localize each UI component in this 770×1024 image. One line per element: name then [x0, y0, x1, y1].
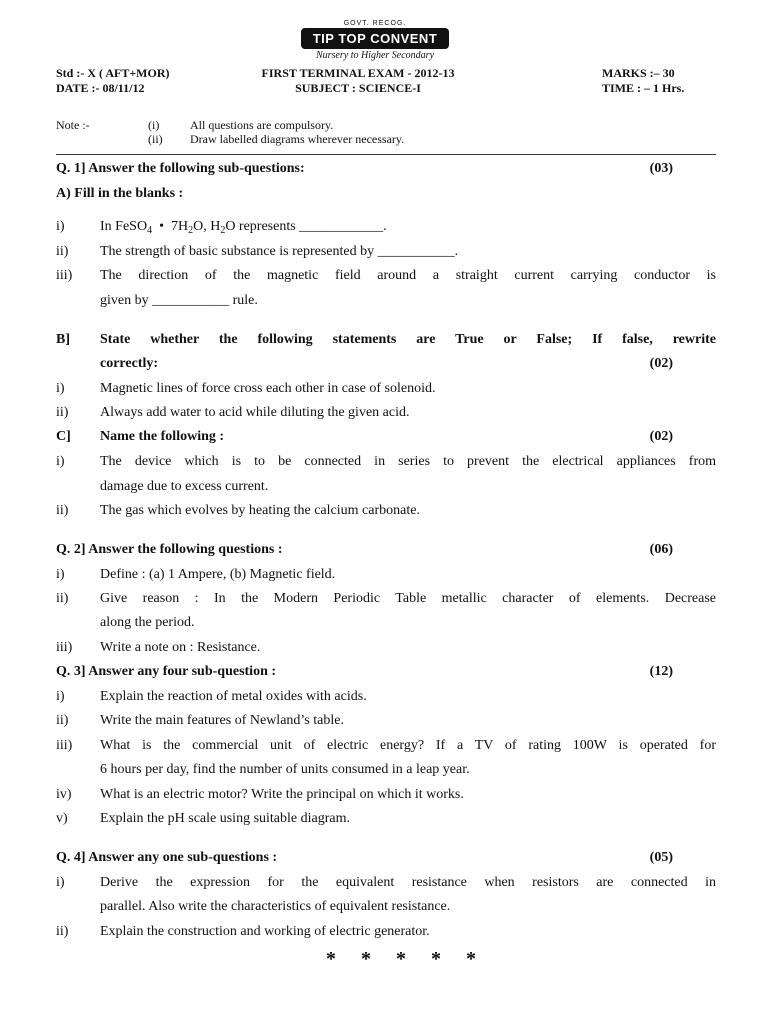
subject-label: SUBJECT : SCIENCE-I	[295, 81, 421, 95]
subscript: 2	[220, 225, 226, 236]
item-number: i)	[56, 454, 65, 469]
item-text: What is an electric motor? Write the principal on which it works.	[100, 787, 464, 802]
q4-marks: (05)	[649, 850, 673, 865]
item-text: Explain the pH scale using suitable diagram.	[100, 811, 350, 826]
note-item	[148, 118, 548, 132]
part-c-title: Name the following :	[100, 429, 225, 444]
item-text: Write the main features of Newland’s table.	[100, 713, 344, 728]
formula-part: In FeSO	[100, 219, 148, 234]
formula-part: O, H	[193, 219, 221, 234]
item-text: along the period.	[100, 615, 195, 630]
item-text: Define : (a) 1 Ampere, (b) Magnetic field.	[100, 567, 336, 582]
item-number: i)	[56, 567, 65, 582]
subscript: 2	[188, 225, 194, 236]
item-number: ii)	[56, 405, 69, 420]
item-text: given by ___________ rule.	[100, 293, 258, 308]
note-item-text: All questions are compulsory.	[190, 118, 334, 132]
time-label: TIME : – 1 Hrs.	[602, 81, 685, 95]
formula-part: • 7H	[152, 219, 189, 234]
q3-marks: (12)	[649, 664, 673, 679]
item-text: Give reason : In the Modern Periodic Table metallic character of elements. Decrease	[100, 591, 716, 606]
q1-title: Q. 1] Answer the following sub-questions:	[56, 161, 305, 176]
item-number: ii)	[56, 924, 69, 939]
item-text: Explain the reaction of metal oxides with acids.	[100, 689, 367, 704]
item-text: The direction of the magnetic field around a straight current carrying conductor is	[100, 268, 716, 283]
q2-marks: (06)	[649, 542, 673, 557]
logo-tagline: Nursery to Higher Secondary	[315, 50, 435, 61]
item-text: 6 hours per day, find the number of units consumed in a leap year.	[100, 762, 470, 777]
item-text: The strength of basic substance is represented by ___________.	[100, 244, 459, 259]
item-text: Derive the expression for the equivalent resistance when resistors are connected in	[100, 875, 716, 890]
item-number: i)	[56, 875, 65, 890]
end-mark: * * * * *	[326, 948, 486, 970]
logo-govt-recog: GOVT. RECOG.	[343, 20, 407, 27]
item-text: parallel. Also write the characteristics of equivalent resistance.	[100, 899, 451, 914]
item-number: iii)	[56, 640, 73, 655]
item-text: Explain the construction and working of electric generator.	[100, 924, 430, 939]
part-b-title: correctly:	[100, 356, 159, 371]
item-number: ii)	[56, 713, 69, 728]
exam-title: FIRST TERMINAL EXAM - 2012-13	[261, 66, 455, 80]
q3-title: Q. 3] Answer any four sub-question :	[56, 664, 277, 679]
part-b-marks: (02)	[649, 356, 673, 371]
item-number: ii)	[56, 591, 69, 606]
item-number: iv)	[56, 787, 72, 802]
note-item	[148, 132, 548, 146]
part-a-title: A) Fill in the blanks :	[56, 186, 184, 201]
item-number: v)	[56, 811, 68, 826]
item-text: The device which is to be connected in series to prevent the electrical appliances from	[100, 454, 716, 469]
item-number: i)	[56, 219, 65, 234]
item-text: Magnetic lines of force cross each other in case of solenoid.	[100, 381, 436, 396]
note-item-text: Draw labelled diagrams wherever necessary.	[190, 132, 405, 146]
part-b-label: B]	[56, 332, 70, 347]
note-label: Note :-	[56, 118, 90, 132]
header-left	[56, 66, 170, 96]
formula-part: O represents ____________.	[225, 219, 387, 234]
item-number: i)	[56, 689, 65, 704]
item-text: damage due to excess current.	[100, 479, 269, 494]
subscript: 4	[147, 225, 153, 236]
part-c-marks: (02)	[649, 429, 673, 444]
q1-marks: (03)	[649, 161, 673, 176]
item-text: Write a note on : Resistance.	[100, 640, 261, 655]
item-number: ii)	[56, 244, 69, 259]
std-label: Std :- X ( AFT+MOR)	[56, 66, 170, 80]
q4-title: Q. 4] Answer any one sub-questions :	[56, 850, 278, 865]
header-center	[238, 66, 478, 96]
note-item-num: (ii)	[148, 132, 163, 146]
item-text: What is the commercial unit of electric energy? If a TV of rating 100W is operated for	[100, 738, 716, 753]
item-text	[100, 218, 387, 236]
item-number: i)	[56, 381, 65, 396]
part-c-label: C]	[56, 429, 71, 444]
q2-title: Q. 2] Answer the following questions :	[56, 542, 283, 557]
item-text: The gas which evolves by heating the calcium carbonate.	[100, 503, 420, 518]
note-item-num: (i)	[148, 118, 160, 132]
part-b-title: State whether the following statements are True or False; If false, rewrite	[100, 332, 716, 347]
item-number: iii)	[56, 738, 73, 753]
item-number: iii)	[56, 268, 73, 283]
marks-label: MARKS :– 30	[602, 66, 675, 80]
divider-line	[56, 154, 716, 155]
item-number: ii)	[56, 503, 69, 518]
item-text: Always add water to acid while diluting the given acid.	[100, 405, 410, 420]
logo-school-name: TIP TOP CONVENT	[301, 28, 450, 49]
header-right	[602, 66, 684, 96]
date-label: DATE :- 08/11/12	[56, 81, 145, 95]
school-logo	[300, 20, 450, 61]
